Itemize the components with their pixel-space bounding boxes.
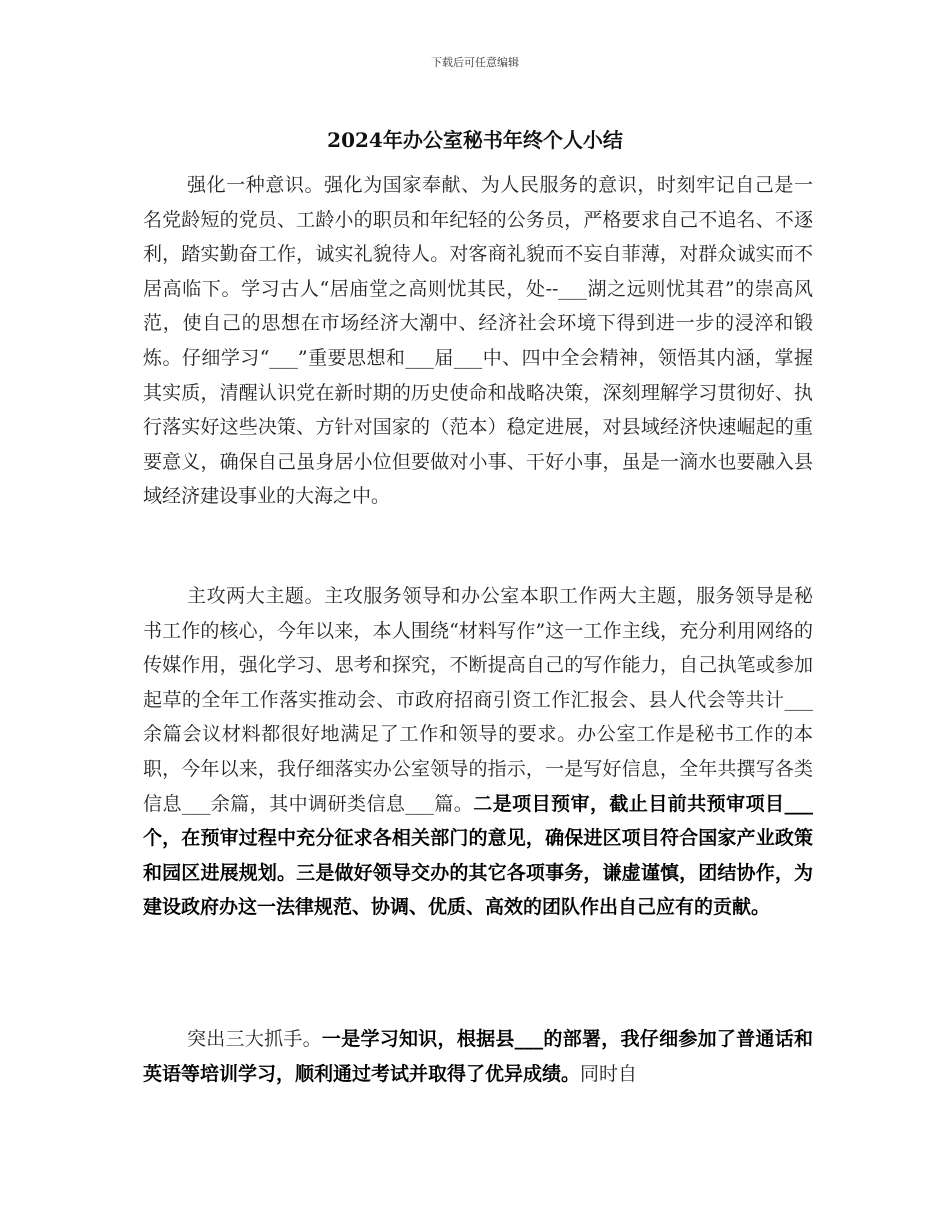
paragraph-text: 同时自 bbox=[580, 1062, 638, 1085]
header-note: 下载后可任意编辑 bbox=[431, 56, 519, 69]
paragraph-bold-text: 一是学习知识，根据县___的部署，我仔细参加了普通话和英语等培训学习，顺利通过考试并取得了优异成绩。 bbox=[143, 1028, 813, 1085]
document-title: 2024年办公室秘书年终个人小结 bbox=[327, 128, 623, 152]
paragraph-text: 突出三大抓手。 bbox=[187, 1028, 322, 1050]
paragraph-bold-text: 二是项目预审，截止目前共预审项目___个，在预审过程中充分征求各相关部门的意见，确保进区项目符合国家产业政策和园区进展规划。三是做好领导交办的其它各项事务，谦虚谨慎，团结协作，为建设政府办这一法律规范、协调、优质、高效的团队作出自己应有的贡献。 bbox=[143, 792, 813, 919]
paragraph bbox=[143, 579, 813, 925]
paragraph-text: 强化一种意识。强化为国家奉献、为人民服务的意识，时刻牢记自己是一名党龄短的党员、工龄小的职员和年纪轻的公务员，严格要求自己不追名、不逐利，踏实勤奋工作，诚实礼貌待人。对客商礼貌而不妄自菲薄，对群众诚实而不居高临下。学习古人“居庙堂之高则忧其民，处--___湖之远则忧其君”的崇高风范，使自己的思想在市场经济大潮中、经济社会环境下得到进一步的浸淬和锻炼。仔细学习“___”重要思想和___届___中、四中全会精神，领悟其内涵，掌握其实质，清醒认识党在新时期的历史使命和战略决策，深刻理解学习贯彻好、执行落实好这些决策、方针对国家的（范本）稳定进展，对县域经济快速崛起的重要意义，确保自己虽身居小位但要做对小事、干好小事，虽是一滴水也要融入县域经济建设事业的大海之中。 bbox=[143, 174, 813, 508]
paragraph bbox=[143, 168, 813, 514]
paragraph bbox=[143, 1022, 813, 1091]
paragraph-text: 主攻两大主题。主攻服务领导和办公室本职工作两大主题，服务领导是秘书工作的核心，今年以来，本人围绕“材料写作”这一工作主线，充分利用网络的传媒作用，强化学习、思考和探究，不断提高自己的写作能力，自己执笔或参加起草的全年工作落实推动会、市政府招商引资工作汇报会、县人代会等共计___余篇会议材料都很好地满足了工作和领导的要求。办公室工作是秘书工作的本职，今年以来，我仔细落实办公室领导的指示，一是写好信息，全年共撰写各类信息___余篇，其中调研类信息___篇。 bbox=[143, 585, 813, 815]
